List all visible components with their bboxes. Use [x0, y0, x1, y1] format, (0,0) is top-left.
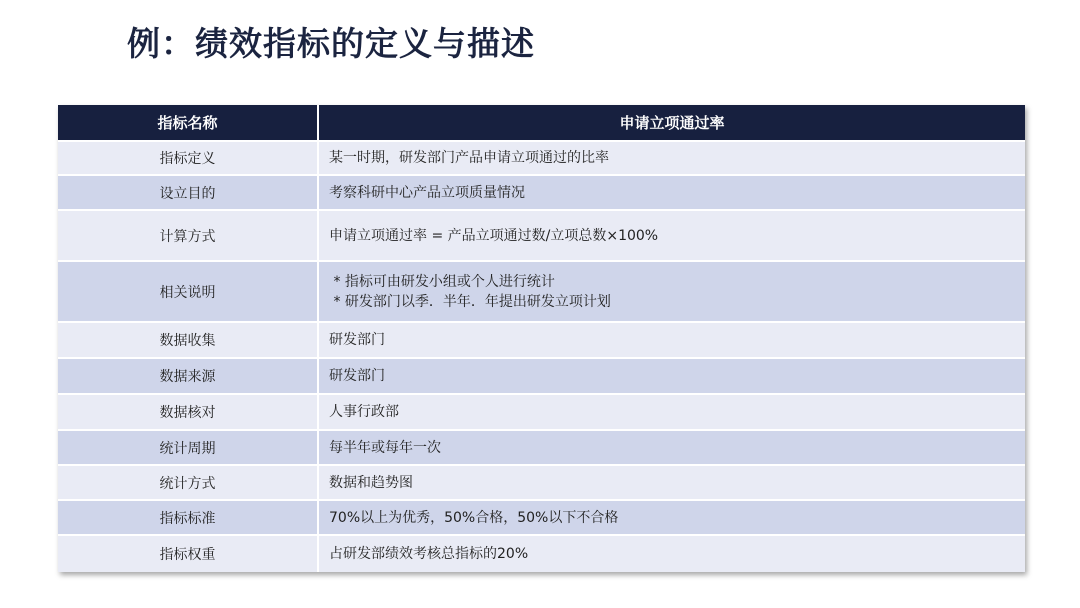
row-value: [318, 141, 1025, 175]
row-value: [318, 430, 1025, 465]
table-row: [58, 261, 1025, 322]
row-label: 计算方式: [58, 210, 318, 261]
row-label: 数据核对: [58, 394, 318, 430]
header-indicator-name: 指标名称: [58, 105, 318, 141]
page-title: 例：绩效指标的定义与描述: [127, 24, 535, 63]
kpi-table-container: [58, 105, 1025, 572]
table-row: [58, 465, 1025, 500]
row-text: 数据和趋势图: [329, 474, 413, 491]
row-value: [318, 500, 1025, 535]
row-text: * 指标可由研发小组或个人进行统计: [329, 273, 555, 290]
row-value: [318, 465, 1025, 500]
table-row: [58, 500, 1025, 535]
kpi-definition-table: [58, 105, 1025, 572]
row-text: 研发部门: [329, 368, 385, 384]
table-row: [58, 210, 1025, 261]
header-indicator-value: 申请立项通过率: [318, 105, 1025, 141]
row-value: [318, 358, 1025, 394]
table-row: [58, 322, 1025, 358]
row-text: 人事行政部: [329, 404, 399, 420]
row-text: 占研发部绩效考核总指标的20%: [329, 546, 529, 562]
row-value: [318, 322, 1025, 358]
table-row: [58, 535, 1025, 572]
row-label: 设立目的: [58, 175, 318, 210]
table-row: [58, 141, 1025, 175]
row-value: [318, 535, 1025, 572]
table-row: [58, 394, 1025, 430]
table-row: [58, 430, 1025, 465]
row-label: 数据收集: [58, 322, 318, 358]
row-label: 统计周期: [58, 430, 318, 465]
row-text: 某一时期，研发部门产品申请立项通过的比率: [329, 150, 609, 166]
row-value: [318, 210, 1025, 261]
row-label: 指标标准: [58, 500, 318, 535]
row-value: [318, 175, 1025, 210]
row-text: * 研发部门以季．半年．年提出研发立项计划: [329, 293, 611, 310]
row-text: 70%以上为优秀，50%合格，50%以下不合格: [329, 509, 619, 526]
row-label: 数据来源: [58, 358, 318, 394]
row-label: 相关说明: [58, 261, 318, 322]
row-value: [318, 261, 1025, 322]
row-text: 每半年或每年一次: [329, 439, 441, 456]
table-header-row: [58, 105, 1025, 141]
row-text: 考察科研中心产品立项质量情况: [329, 184, 525, 201]
row-label: 统计方式: [58, 465, 318, 500]
row-label: 指标权重: [58, 535, 318, 572]
row-text: 研发部门: [329, 332, 385, 348]
row-label: 指标定义: [58, 141, 318, 175]
table-row: [58, 358, 1025, 394]
row-value: [318, 394, 1025, 430]
table-row: [58, 175, 1025, 210]
row-text: 申请立项通过率 = 产品立项通过数/立项总数×100%: [329, 227, 659, 244]
